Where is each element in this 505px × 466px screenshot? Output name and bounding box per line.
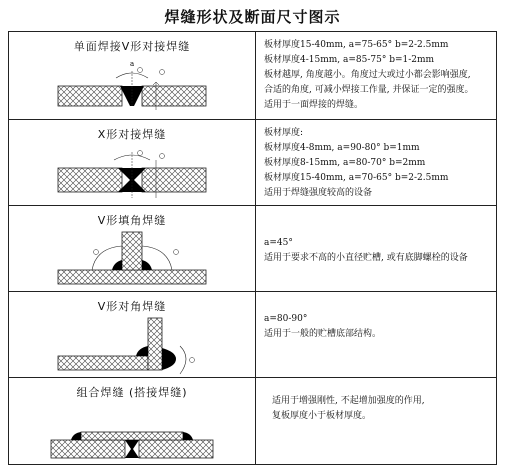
row-heading: V形对角焊缝	[97, 300, 167, 313]
row-figure-cell	[9, 292, 256, 378]
description-line: 适用于一般的贮槽底部结构。	[264, 329, 382, 339]
description-line: 复板厚度小于板材厚度。	[272, 411, 372, 421]
description-line: a=80-90°	[264, 314, 308, 324]
description-line: 板材厚度:	[264, 128, 304, 138]
row-description-cell	[256, 32, 497, 120]
row-heading: X形对接焊缝	[97, 128, 167, 141]
description-line: 适用于要求不高的小直径贮槽, 或有底脚螺栓的设备	[264, 253, 468, 263]
description-line: 适用于增强刚性, 不起增加强度的作用,	[272, 396, 425, 406]
row-heading: 组合焊缝 (搭接焊缝)	[76, 386, 188, 399]
row-description-cell	[256, 292, 497, 378]
lap-weld-diagram	[47, 406, 217, 464]
angle-label: a	[130, 60, 135, 68]
row-description-cell	[256, 206, 497, 292]
description-line: 板材越厚, 角度越小。角度过大或过小都会影响强度,	[264, 70, 471, 80]
x-butt-weld-diagram	[52, 144, 212, 202]
page-title: 焊缝形状及断面尺寸图示	[164, 8, 341, 26]
v-corner-weld-diagram	[52, 316, 212, 376]
description-line: 板材厚度8-15mm, a=80-70° b=2mm	[264, 158, 426, 168]
row-figure-cell	[9, 120, 256, 206]
v-fillet-weld-diagram	[52, 230, 212, 290]
description-line: 适用于焊缝强度较高的设备	[264, 188, 373, 198]
single-v-butt-weld-diagram	[52, 56, 212, 114]
row-description-cell	[256, 120, 497, 206]
description-line: 板材厚度4-15mm, a=85-75° b=1-2mm	[264, 55, 435, 65]
table-row	[9, 378, 497, 465]
table-row	[9, 120, 497, 206]
row-description-cell	[256, 378, 497, 465]
table-row	[9, 292, 497, 378]
description-line: 板材厚度15-40mm, a=70-65° b=2-2.5mm	[264, 173, 449, 183]
description-line: 适用于一面焊接的焊缝。	[264, 100, 364, 110]
description-line: 合适的角度, 可减小焊接工作量, 并保证一定的强度。	[264, 85, 474, 95]
row-figure-cell	[9, 378, 256, 465]
description-line: 板材厚度4-8mm, a=90-80° b=1mm	[264, 143, 420, 153]
description-line: 板材厚度15-40mm, a=75-65° b=2-2.5mm	[264, 40, 449, 50]
table-row	[9, 206, 497, 292]
description-line: a=45°	[264, 238, 293, 248]
row-heading: V形填角焊缝	[97, 214, 167, 227]
weld-table	[8, 31, 497, 465]
row-figure-cell	[9, 32, 256, 120]
table-row	[9, 32, 497, 120]
row-heading: 单面焊接V形对接焊缝	[73, 40, 191, 53]
row-figure-cell	[9, 206, 256, 292]
